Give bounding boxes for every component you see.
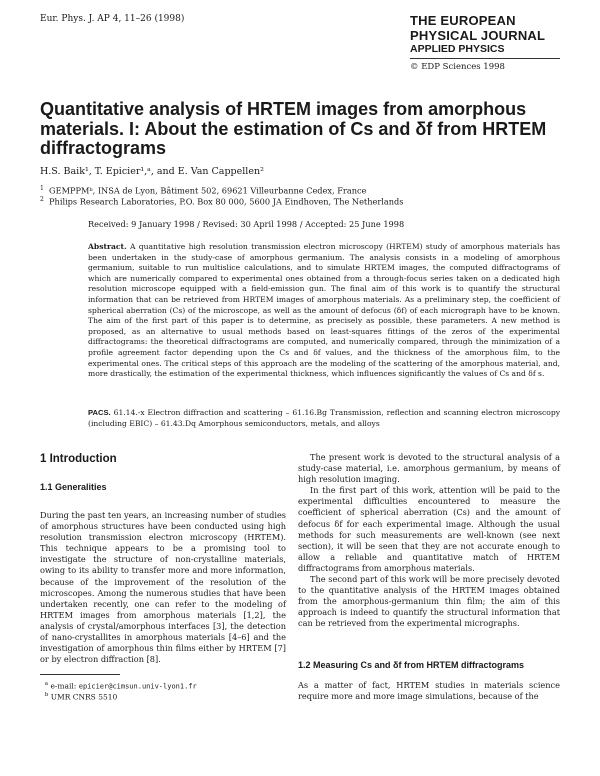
journal-masthead bbox=[410, 13, 560, 72]
masthead-rule bbox=[410, 58, 560, 59]
authors: H.S. Baik¹, T. Epicier¹,ᵃ, and E. Van Cappellen² bbox=[40, 166, 264, 177]
affiliation-text: GEMPPMᵇ, INSA de Lyon, Bâtiment 502, 69621 Villeurbanne Cedex, France bbox=[49, 185, 367, 196]
affiliation-text: Philips Research Laboratories, P.O. Box 80 000, 5600 JA Eindhoven, The Netherlands bbox=[49, 196, 404, 207]
right-column-tail bbox=[298, 680, 560, 702]
paragraph: The second part of this work will be more precisely devoted to the quantitative analysis of the HRTEM images obtained from the amorphous-germanium thin film; the aim of this approach is indeed to quantify the structural information that can be retrieved from the experimental micrographs. bbox=[298, 574, 560, 629]
pacs-text: 61.14.-x Electron diffraction and scattering – 61.16.Bg Transmission, reflection and scanning electron microscopy (including EBIC) – 61.43.Dq Amorphous semiconductors, metals, and alloys bbox=[88, 408, 560, 428]
journal-line1: THE EUROPEAN bbox=[410, 13, 516, 28]
copyright: © EDP Sciences 1998 bbox=[410, 62, 505, 72]
paragraph: During the past ten years, an increasing number of studies of amorphous structures have been conducted using high resolution transmission electron microscopy (HRTEM). This technique appears to be a promising tool to investigate the structure of non-crystalline materials, owing to its ability to transfer more and more information, because of the improvement of the resolution of the microscopes. Among the numerous studies that have been undertaken recently, one can refer to the modeling of HRTEM images from amorphous materials [1,2], the analysis of crystal/amorphous interfaces [3], the detection of nano-crystallites in amorphous materials [4–6] and the investigation of amorphous thin films either by HRTEM [7] or by electron diffraction [8]. bbox=[40, 510, 286, 665]
affiliation-2 bbox=[40, 196, 403, 207]
footnote-b bbox=[40, 690, 117, 703]
abstract bbox=[88, 242, 560, 380]
footnote-text: UMR CNRS 5510 bbox=[50, 692, 118, 702]
paragraph: As a matter of fact, HRTEM studies in materials science require more and more image simulations, because of the bbox=[298, 680, 560, 702]
pacs bbox=[88, 408, 560, 429]
footnote-rule bbox=[40, 674, 120, 675]
section-heading: 1 Introduction bbox=[40, 453, 117, 465]
footnote-mark: b bbox=[44, 692, 49, 698]
subsection-heading-2: 1.2 Measuring Cs and δf from HRTEM diffractograms bbox=[298, 660, 524, 670]
citation: Eur. Phys. J. AP 4, 11–26 (1998) bbox=[40, 14, 185, 24]
received-dates: Received: 9 January 1998 / Revised: 30 April 1998 / Accepted: 25 June 1998 bbox=[88, 219, 405, 229]
paragraph: The present work is devoted to the structural analysis of a study-case material, i.e. amorphous germanium, by means of high resolution imaging. bbox=[298, 452, 560, 485]
abstract-label: Abstract. bbox=[88, 242, 127, 251]
paper-title: Quantitative analysis of HRTEM images from amorphous materials. I: About the estimation of Cs and δf from HRTEM diffractograms bbox=[40, 99, 547, 158]
affiliation-1 bbox=[40, 185, 366, 196]
footnote-email: epicier@cimsun.univ-lyon1.fr bbox=[78, 682, 197, 691]
abstract-text: A quantitative high resolution transmission electron microscopy (HRTEM) study of amorphous materials has been undertaken in the study-case of amorphous germanium. The analysis consists in a modeling of amorphous germanium, suitable to run multislice calculations, and to simulate HRTEM images, the computed diffractograms of which are numerically compared to experimental ones obtained from a through-focus series taken on a dedicated high resolution microscope equipped with a field-emission gun. The final aim of this work is to quantify the structural information that can be retrieved from HRTEM images of amorphous materials. As a preliminary step, the coefficient of spherical aberration (Cs) of the microscope, as well as the amount of defocus (δf) of each micrograph have to be known. The aim of the first part of this paper is to determine, as precisely as possible, these parameters. A new method is proposed, as an alternative to usual methods based on least-squares fittings of the zeros of the experimental diffractograms: the theoretical diffractograms are computed, and numerically compared, through the minimization of a profile agreement factor depending upon the Cs and δf values, and the thickness of the amorphous film, to the experimental ones. The critical steps of this approach are the modeling of the scattering of the amorphous material, and, more drastically, the estimation of the experimental thickness, which influences significantly the values of Cs and δf s. bbox=[88, 242, 560, 379]
footnote-mark: a bbox=[44, 681, 49, 687]
subsection-heading: 1.1 Generalities bbox=[40, 482, 107, 492]
journal-line2: PHYSICAL JOURNAL bbox=[410, 28, 546, 43]
right-column bbox=[298, 452, 560, 630]
footnote-label: e-mail: bbox=[50, 681, 77, 691]
journal-line3: APPLIED PHYSICS bbox=[410, 43, 505, 55]
pacs-label: PACS. bbox=[88, 408, 111, 417]
affiliation-mark: 2 bbox=[40, 196, 44, 203]
affiliation-mark: 1 bbox=[40, 185, 44, 192]
paragraph: In the first part of this work, attention will be paid to the experimental difficulties encountered to measure the coefficient of spherical aberration (Cs) and the amount of defocus δf for each experimental image. Although the usual methods for such measurements are well-known (see next section), it will be seen that they are not accurate enough to allow a reliable and quantitative match of HRTEM diffractograms from amorphous materials. bbox=[298, 485, 560, 573]
left-column bbox=[40, 510, 286, 665]
